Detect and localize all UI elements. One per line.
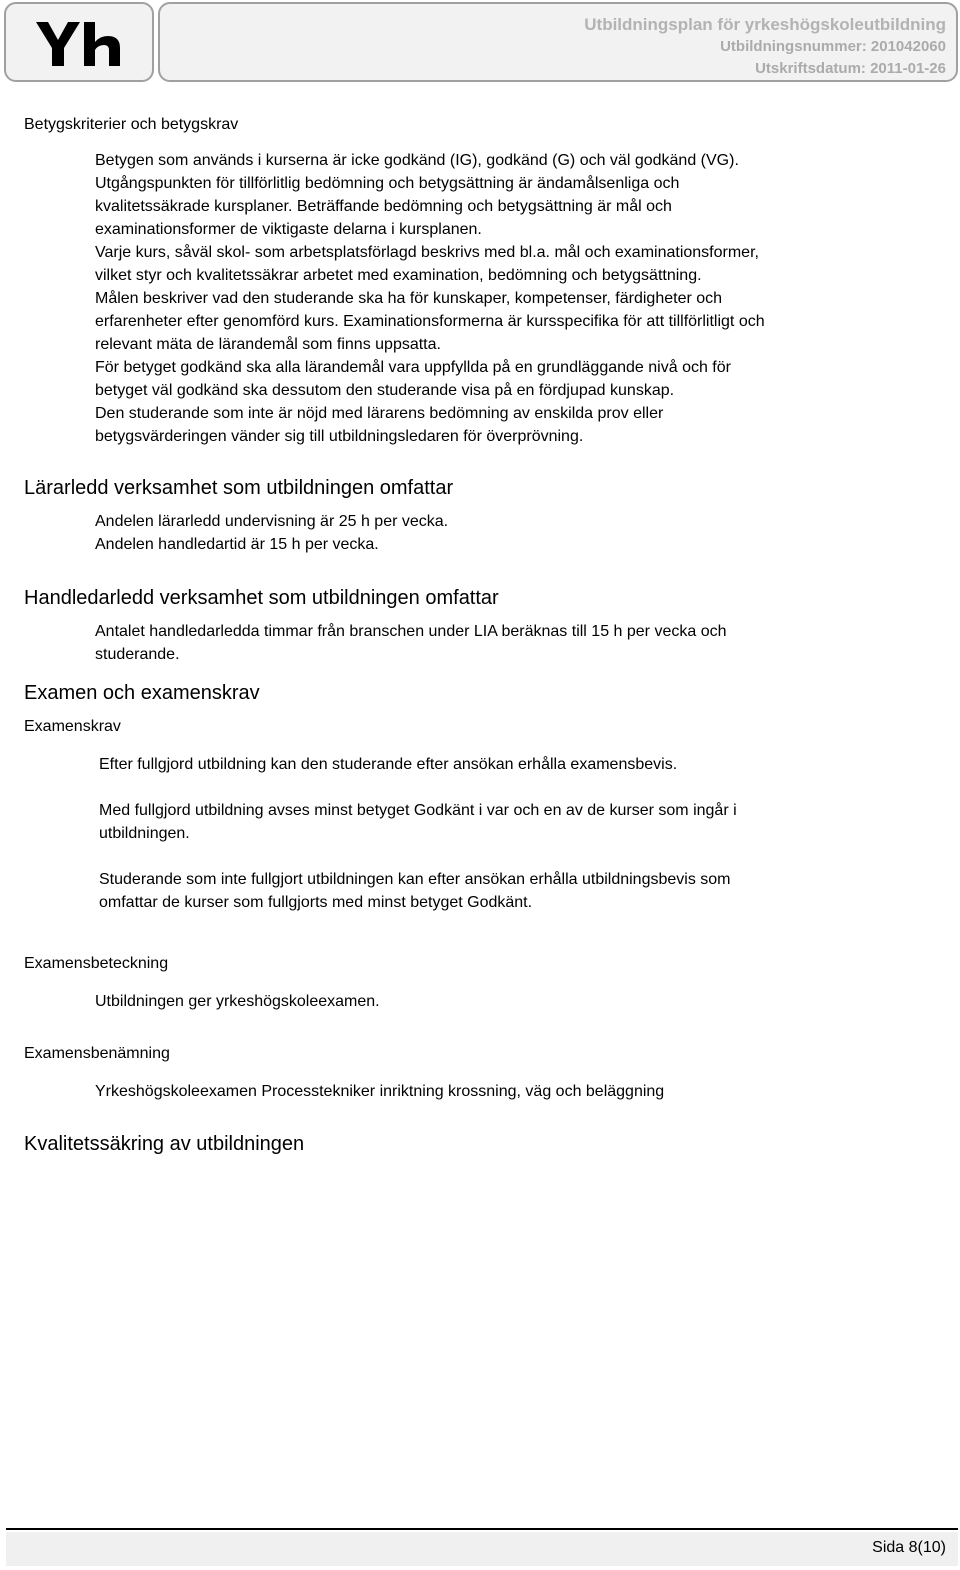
grading-criteria-text [95,149,895,448]
text-line: erfarenheter efter genomförd kurs. Examinationsformerna är kursspecifika för att tillförlitligt och [95,313,765,330]
text-line: Antalet handledarledda timmar från branschen under LIA beräknas till 15 h per vecka och [95,623,727,640]
footer [6,1532,958,1566]
text-line: Betygen som används i kurserna är icke godkänd (IG), godkänd (G) och väl godkänd (VG). [95,152,739,169]
teacher-led-heading: Lärarledd verksamhet som utbildningen omfattar [24,477,454,499]
text-line: Den studerande som inte är nöjd med lärarens bedömning av enskilda prov eller [95,405,664,422]
quality-assurance-heading: Kvalitetssäkring av utbildningen [24,1133,305,1155]
text-line: utbildningen. [99,825,190,842]
text-line: studerande. [95,646,180,663]
text-line: betyget väl godkänd ska dessutom den studerande visa på en fördjupad kunskap. [95,382,675,399]
header-text-block [584,14,946,80]
text-line: betygsvärderingen vänder sig till utbildningsledaren för överprövning. [95,428,584,445]
text-line: Andelen lärarledd undervisning är 25 h per vecka. [95,513,449,530]
degree-name-label: Examensbenämning [24,1045,170,1062]
text-line: Andelen handledartid är 15 h per vecka. [95,536,379,553]
print-date: Utskriftsdatum: 2011-01-26 [755,60,946,77]
yh-logo-icon [34,20,124,70]
degree-name-text [95,1080,895,1103]
text-line: Målen beskriver vad den studerande ska ha för kunskaper, kompetenser, färdigheter och [95,290,723,307]
text-line: För betyget godkänd ska alla lärandemål vara uppfyllda på en grundläggande nivå och för [95,359,731,376]
degree-designation-text [95,990,895,1013]
supervisor-led-text [95,620,895,666]
degree-designation-label: Examensbeteckning [24,955,169,972]
text-line: Studerande som inte fullgjort utbildningen kan efter ansökan erhålla utbildningsbevis som [99,871,731,888]
exam-heading: Examen och examenskrav [24,682,260,704]
text-line: kvalitetssäkrade kursplaner. Beträffande bedömning och betygsättning är mål och [95,198,672,215]
text-line: Yrkeshögskoleexamen Processtekniker inriktning krossning, väg och beläggning [95,1083,665,1100]
logo [4,2,154,82]
exam-requirements-p3 [99,868,879,914]
exam-requirements-p2 [99,799,879,845]
program-number: Utbildningsnummer: 201042060 [720,38,946,55]
text-line: Varje kurs, såväl skol- som arbetsplatsförlagd beskrivs med bl.a. mål och examinationsformer, [95,244,759,261]
teacher-led-text [95,510,895,556]
text-line: relevant mäta de lärandemål som finns uppsatta. [95,336,441,353]
text-line: Utbildningen ger yrkeshögskoleexamen. [95,993,380,1010]
document-header [158,2,958,82]
text-line: Med fullgjord utbildning avses minst betyget Godkänt i var och en av de kurser som ingår i [99,802,737,819]
document-title: Utbildningsplan för yrkeshögskoleutbildning [584,15,946,34]
footer-divider [6,1528,958,1530]
supervisor-led-heading: Handledarledd verksamhet som utbildningen omfattar [24,587,499,609]
exam-requirements-label: Examenskrav [24,718,121,735]
grading-criteria-label: Betygskriterier och betygskrav [24,116,239,133]
page-number: Sida 8(10) [872,1539,946,1556]
text-line: vilket styr och kvalitetssäkrar arbetet med examination, bedömning och betygsättning. [95,267,702,284]
exam-requirements-p1 [99,753,879,776]
text-line: omfattar de kurser som fullgjorts med minst betyget Godkänt. [99,894,533,911]
text-line: Utgångspunkten för tillförlitlig bedömning och betygsättning är ändamålsenliga och [95,175,680,192]
text-line: examinationsformer de viktigaste delarna i kursplanen. [95,221,482,238]
text-line: Efter fullgjord utbildning kan den studerande efter ansökan erhålla examensbevis. [99,756,678,773]
